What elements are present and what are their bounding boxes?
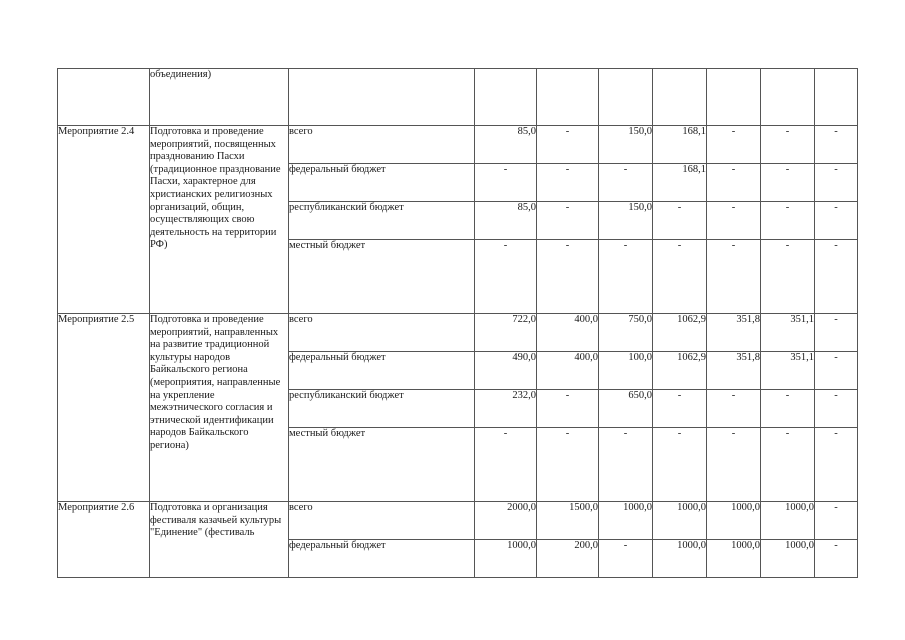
amount-cell: -: [707, 390, 761, 428]
continuation-value-cell: [761, 69, 815, 126]
amount-cell: 1000,0: [475, 540, 537, 578]
amount-cell: 1000,0: [653, 502, 707, 540]
continuation-value-cell: [707, 69, 761, 126]
amount-cell: 351,8: [707, 314, 761, 352]
amount-cell: -: [707, 240, 761, 314]
amount-cell: 150,0: [599, 202, 653, 240]
amount-cell: -: [815, 540, 858, 578]
measure-name-cell: Подготовка и проведение мероприятий, направленных на развитие традиционной культуры народов Байкальского региона (мероприятия, направленные на укрепление межэтнического согласия и этнической идентификации народов Байкальского региона): [150, 314, 289, 502]
funding-source-cell: республиканский бюджет: [289, 202, 475, 240]
amount-cell: 400,0: [537, 352, 599, 390]
amount-cell: -: [599, 540, 653, 578]
amount-cell: 2000,0: [475, 502, 537, 540]
amount-cell: -: [761, 428, 815, 502]
continuation-value-cell: [653, 69, 707, 126]
amount-cell: -: [815, 502, 858, 540]
amount-cell: 1000,0: [707, 502, 761, 540]
amount-cell: -: [761, 202, 815, 240]
amount-cell: -: [475, 240, 537, 314]
amount-cell: 1000,0: [599, 502, 653, 540]
amount-cell: -: [707, 428, 761, 502]
funding-source-cell: республиканский бюджет: [289, 390, 475, 428]
funding-source-cell: местный бюджет: [289, 240, 475, 314]
continuation-value-cell: [537, 69, 599, 126]
funding-source-cell: федеральный бюджет: [289, 164, 475, 202]
funding-source-cell: федеральный бюджет: [289, 540, 475, 578]
continuation-row: [58, 69, 858, 126]
measure-name-cell: Подготовка и организация фестиваля казачьей культуры "Единение" (фестиваль: [150, 502, 289, 578]
measure-code-cell: Мероприятие 2.4: [58, 126, 150, 314]
amount-cell: -: [475, 428, 537, 502]
amount-cell: -: [537, 202, 599, 240]
amount-cell: 150,0: [599, 126, 653, 164]
amount-cell: 168,1: [653, 164, 707, 202]
amount-cell: -: [815, 314, 858, 352]
amount-cell: -: [653, 428, 707, 502]
amount-cell: 1000,0: [653, 540, 707, 578]
budget-row: [58, 126, 858, 164]
amount-cell: -: [815, 240, 858, 314]
amount-cell: -: [761, 164, 815, 202]
amount-cell: -: [761, 390, 815, 428]
amount-cell: 232,0: [475, 390, 537, 428]
amount-cell: 351,1: [761, 314, 815, 352]
amount-cell: -: [761, 126, 815, 164]
funding-source-cell: федеральный бюджет: [289, 352, 475, 390]
amount-cell: 351,8: [707, 352, 761, 390]
amount-cell: -: [537, 240, 599, 314]
amount-cell: -: [707, 164, 761, 202]
amount-cell: -: [599, 164, 653, 202]
amount-cell: 1000,0: [761, 502, 815, 540]
amount-cell: -: [475, 164, 537, 202]
amount-cell: -: [599, 240, 653, 314]
amount-cell: -: [815, 352, 858, 390]
amount-cell: 351,1: [761, 352, 815, 390]
amount-cell: -: [815, 202, 858, 240]
amount-cell: -: [761, 240, 815, 314]
amount-cell: 650,0: [599, 390, 653, 428]
amount-cell: -: [653, 202, 707, 240]
continuation-value-cell: [475, 69, 537, 126]
amount-cell: 85,0: [475, 126, 537, 164]
budget-row: [58, 502, 858, 540]
amount-cell: 1000,0: [761, 540, 815, 578]
amount-cell: 750,0: [599, 314, 653, 352]
continuation-code-cell: [58, 69, 150, 126]
measure-name-cell: Подготовка и проведение мероприятий, посвященных празднованию Пасхи (традиционное празднование Пасхи, характерное для христианских религиозных организаций, общин, осуществляющих свою деятельность на территории РФ): [150, 126, 289, 314]
amount-cell: -: [707, 126, 761, 164]
amount-cell: -: [537, 164, 599, 202]
amount-cell: -: [815, 390, 858, 428]
amount-cell: 1062,9: [653, 314, 707, 352]
budget-table: [57, 68, 858, 578]
amount-cell: -: [537, 126, 599, 164]
funding-source-cell: всего: [289, 126, 475, 164]
amount-cell: 400,0: [537, 314, 599, 352]
amount-cell: 168,1: [653, 126, 707, 164]
amount-cell: -: [599, 428, 653, 502]
amount-cell: 1000,0: [707, 540, 761, 578]
amount-cell: 1500,0: [537, 502, 599, 540]
amount-cell: 1062,9: [653, 352, 707, 390]
measure-code-cell: Мероприятие 2.6: [58, 502, 150, 578]
amount-cell: -: [653, 240, 707, 314]
amount-cell: 490,0: [475, 352, 537, 390]
amount-cell: -: [537, 428, 599, 502]
amount-cell: -: [707, 202, 761, 240]
funding-source-cell: всего: [289, 502, 475, 540]
continuation-name-cell: объединения): [150, 69, 289, 126]
continuation-value-cell: [599, 69, 653, 126]
amount-cell: -: [815, 164, 858, 202]
amount-cell: -: [653, 390, 707, 428]
amount-cell: -: [815, 428, 858, 502]
amount-cell: 200,0: [537, 540, 599, 578]
budget-table-body: [58, 69, 858, 578]
measure-code-cell: Мероприятие 2.5: [58, 314, 150, 502]
continuation-value-cell: [815, 69, 858, 126]
funding-source-cell: местный бюджет: [289, 428, 475, 502]
amount-cell: 100,0: [599, 352, 653, 390]
funding-source-cell: всего: [289, 314, 475, 352]
amount-cell: -: [815, 126, 858, 164]
amount-cell: 722,0: [475, 314, 537, 352]
budget-row: [58, 314, 858, 352]
amount-cell: -: [537, 390, 599, 428]
amount-cell: 85,0: [475, 202, 537, 240]
continuation-source-cell: [289, 69, 475, 126]
